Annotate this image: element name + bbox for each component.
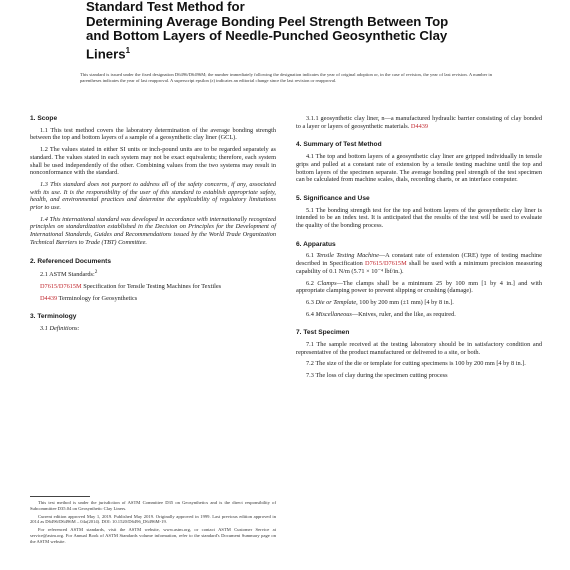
section-heading-summary: 4. Summary of Test Method xyxy=(296,141,382,149)
paragraph-6-2-text: —The clamps shall be a minimum 25 by 100 mm [1 by 4 in.] and with appropriate clamping power to prevent slipping or crushing (damage). xyxy=(296,279,542,295)
designation-notice: This standard is issued under the fixed designation D6496/D6496M; the number immediately following the designation indicates the year of original adoption or, in the case of revision, the year of last revision. A number in parentheses indicates the year of last reapproval. A superscript epsilon (ε) indicates an editorial change since the last revision or reapproval. xyxy=(80,72,492,83)
paragraph-6-3 xyxy=(296,299,542,307)
paragraph-2-1 xyxy=(30,269,276,279)
paragraph-1-1: 1.1 This test method covers the laboratory determination of the average bonding strength between the top and bottom layers of a sample of a geosynthetic clay liner (GCL). xyxy=(30,126,276,142)
reference-d4439 xyxy=(30,295,276,303)
title-line-2: Determining Average Bonding Peel Strength Between Top xyxy=(86,13,449,29)
left-column xyxy=(30,115,276,337)
footnotes xyxy=(30,500,276,547)
title-line-3: and Bottom Layers of Needle-Punched Geosynthetic Clay xyxy=(86,28,448,44)
footnote-divider xyxy=(30,496,90,497)
section-heading-test-specimen: 7. Test Specimen xyxy=(296,329,350,337)
paragraph-5-1: 5.1 The bonding strength test for the top and bottom layers of the geosynthetic clay liner is intended to be an index test. It is anticipated that the results of the test will be used to evaluate the quality of the bonding process. xyxy=(296,206,542,230)
paragraph-6-1-text-b: shall be used with a minimum precision measuring capability of 0.1 N/m (5.71 × 10⁻⁴ lbf/in.). xyxy=(296,260,542,275)
footnote-1: This test method is under the jurisdiction of ASTM Committee D35 on Geosynthetics and is the direct responsibility of Subcommittee D35.04 on Geosynthetic Clay Liners. xyxy=(30,500,276,511)
right-column xyxy=(296,115,542,384)
paragraph-4-1: 4.1 The top and bottom layers of a geosynthetic clay liner are gripped individually in tensile grips and pulled at a constant rate of extension by a tensile testing machine until the top and bottom layers of the specimen separate. The average bonding peel strength of the test specimen can be calculated from machine scales, dials, recording charts, or an interface computer. xyxy=(296,153,542,184)
reference-link-d4439-inline[interactable]: D4439 xyxy=(410,122,429,130)
paragraph-6-1-lead: 6.1 xyxy=(306,252,317,260)
paragraph-6-2 xyxy=(296,280,542,295)
section-heading-apparatus: 6. Apparatus xyxy=(296,240,336,248)
paragraph-3-1-1-text: 3.1.1 geosynthetic clay liner, n—a manufactured hydraulic barrier consisting of clay bonded to a layer or layers of geosynthetic materials. xyxy=(296,115,542,130)
reference-title-d4439: Terminology for Geosynthetics xyxy=(58,294,138,302)
reference-d7615 xyxy=(30,283,276,291)
footnote-2: For referenced ASTM standards, visit the ASTM website, www.astm.org, or contact ASTM Customer Service at service@astm.org. For Annual Book of ASTM Standards volume information, refer to the standard's Document Summary page on the ASTM website. xyxy=(30,527,276,544)
paragraph-7-1: 7.1 The sample received at the testing laboratory should be in satisfactory condition and representative of the product manufactured or delivered to a site, or both. xyxy=(296,341,542,356)
paragraph-6-4-term: Miscellaneous xyxy=(315,310,352,318)
paragraph-6-2-term: Clamps xyxy=(317,279,337,287)
paragraph-6-1-term: Tensile Testing Machine xyxy=(316,252,379,260)
paragraph-2-1-text: 2.1 ASTM Standards: xyxy=(40,271,95,279)
paragraph-6-3-text: , 100 by 200 mm (±1 mm) [4 by 8 in.]. xyxy=(356,298,454,306)
paragraph-6-4 xyxy=(296,311,542,319)
paragraph-3-1: 3.1 Definitions: xyxy=(40,325,80,333)
title-line-1: Standard Test Method for xyxy=(86,0,245,14)
section-heading-significance: 5. Significance and Use xyxy=(296,194,370,202)
paragraph-7-2: 7.2 The size of the die or template for cutting specimens is 100 by 200 mm [4 by 8 in.]. xyxy=(306,360,526,368)
title-line-4 xyxy=(86,44,506,62)
paragraph-1-2: 1.2 The values stated in either SI units or inch-pound units are to be regarded separately as standard. The values stated in each system may not be exact equivalents; therefore, each system shall be used independently of the other. Combining values from the two systems may result in nonconformance with the standard. xyxy=(30,146,276,177)
reference-title-d7615: Specification for Tensile Testing Machines for Textiles xyxy=(83,283,222,291)
reference-link-d4439[interactable]: D4439 xyxy=(40,294,58,302)
paragraph-1-3: 1.3 This standard does not purport to address all of the safety concerns, if any, associated with its use. It is the responsibility of the user of this standard to establish appropriate safety, health, and environmental practices and determine the applicability of regulatory limitations prior to use. xyxy=(30,180,276,212)
footnote-1b: Current edition approved May 1, 2019. Published May 2019. Originally approved in 1999. Last previous edition approved in 2014 as D6496/D6496M – 04a(2014). DOI: 10.1520/D6496_D6496M-19. xyxy=(30,513,276,525)
paragraph-3-1-1 xyxy=(296,115,542,130)
paragraph-7-3: 7.3 The loss of clay during the specimen cutting process xyxy=(306,372,448,380)
paragraph-1-4: 1.4 This international standard was developed in accordance with internationally recognized principles on standardization established in the Decision on Principles for the Development of International Standards, Guides and Recommendations issued by the World Trade Organization Technical Barriers to Trade (TBT) Committee. xyxy=(30,215,276,246)
paragraph-6-1-text-a: —A constant rate of extension (CRE) type of testing machine described in Specification xyxy=(296,252,542,268)
document-title xyxy=(86,0,506,62)
paragraph-6-4-text: —Knives, ruler, and the like, as required. xyxy=(351,310,456,318)
section-heading-referenced-documents: 2. Referenced Documents xyxy=(30,257,111,265)
title-line-4-text: Liners xyxy=(86,46,126,62)
section-heading-scope: 1. Scope xyxy=(30,115,58,122)
paragraph-6-1 xyxy=(296,252,542,275)
footnote-marker-2: 2 xyxy=(94,269,98,276)
paragraph-6-4-lead: 6.4 xyxy=(306,310,316,318)
paragraph-6-2-lead: 6.2 xyxy=(306,279,318,287)
paragraph-6-3-term: Die or Template xyxy=(315,298,357,306)
paragraph-6-3-lead: 6.3 xyxy=(306,298,316,306)
title-footnote-marker: 1 xyxy=(125,45,131,55)
reference-link-d7615[interactable]: D7615/D7615M xyxy=(40,283,82,291)
reference-link-d7615-inline[interactable]: D7615/D7615M xyxy=(365,260,407,268)
section-heading-terminology: 3. Terminology xyxy=(30,313,77,321)
